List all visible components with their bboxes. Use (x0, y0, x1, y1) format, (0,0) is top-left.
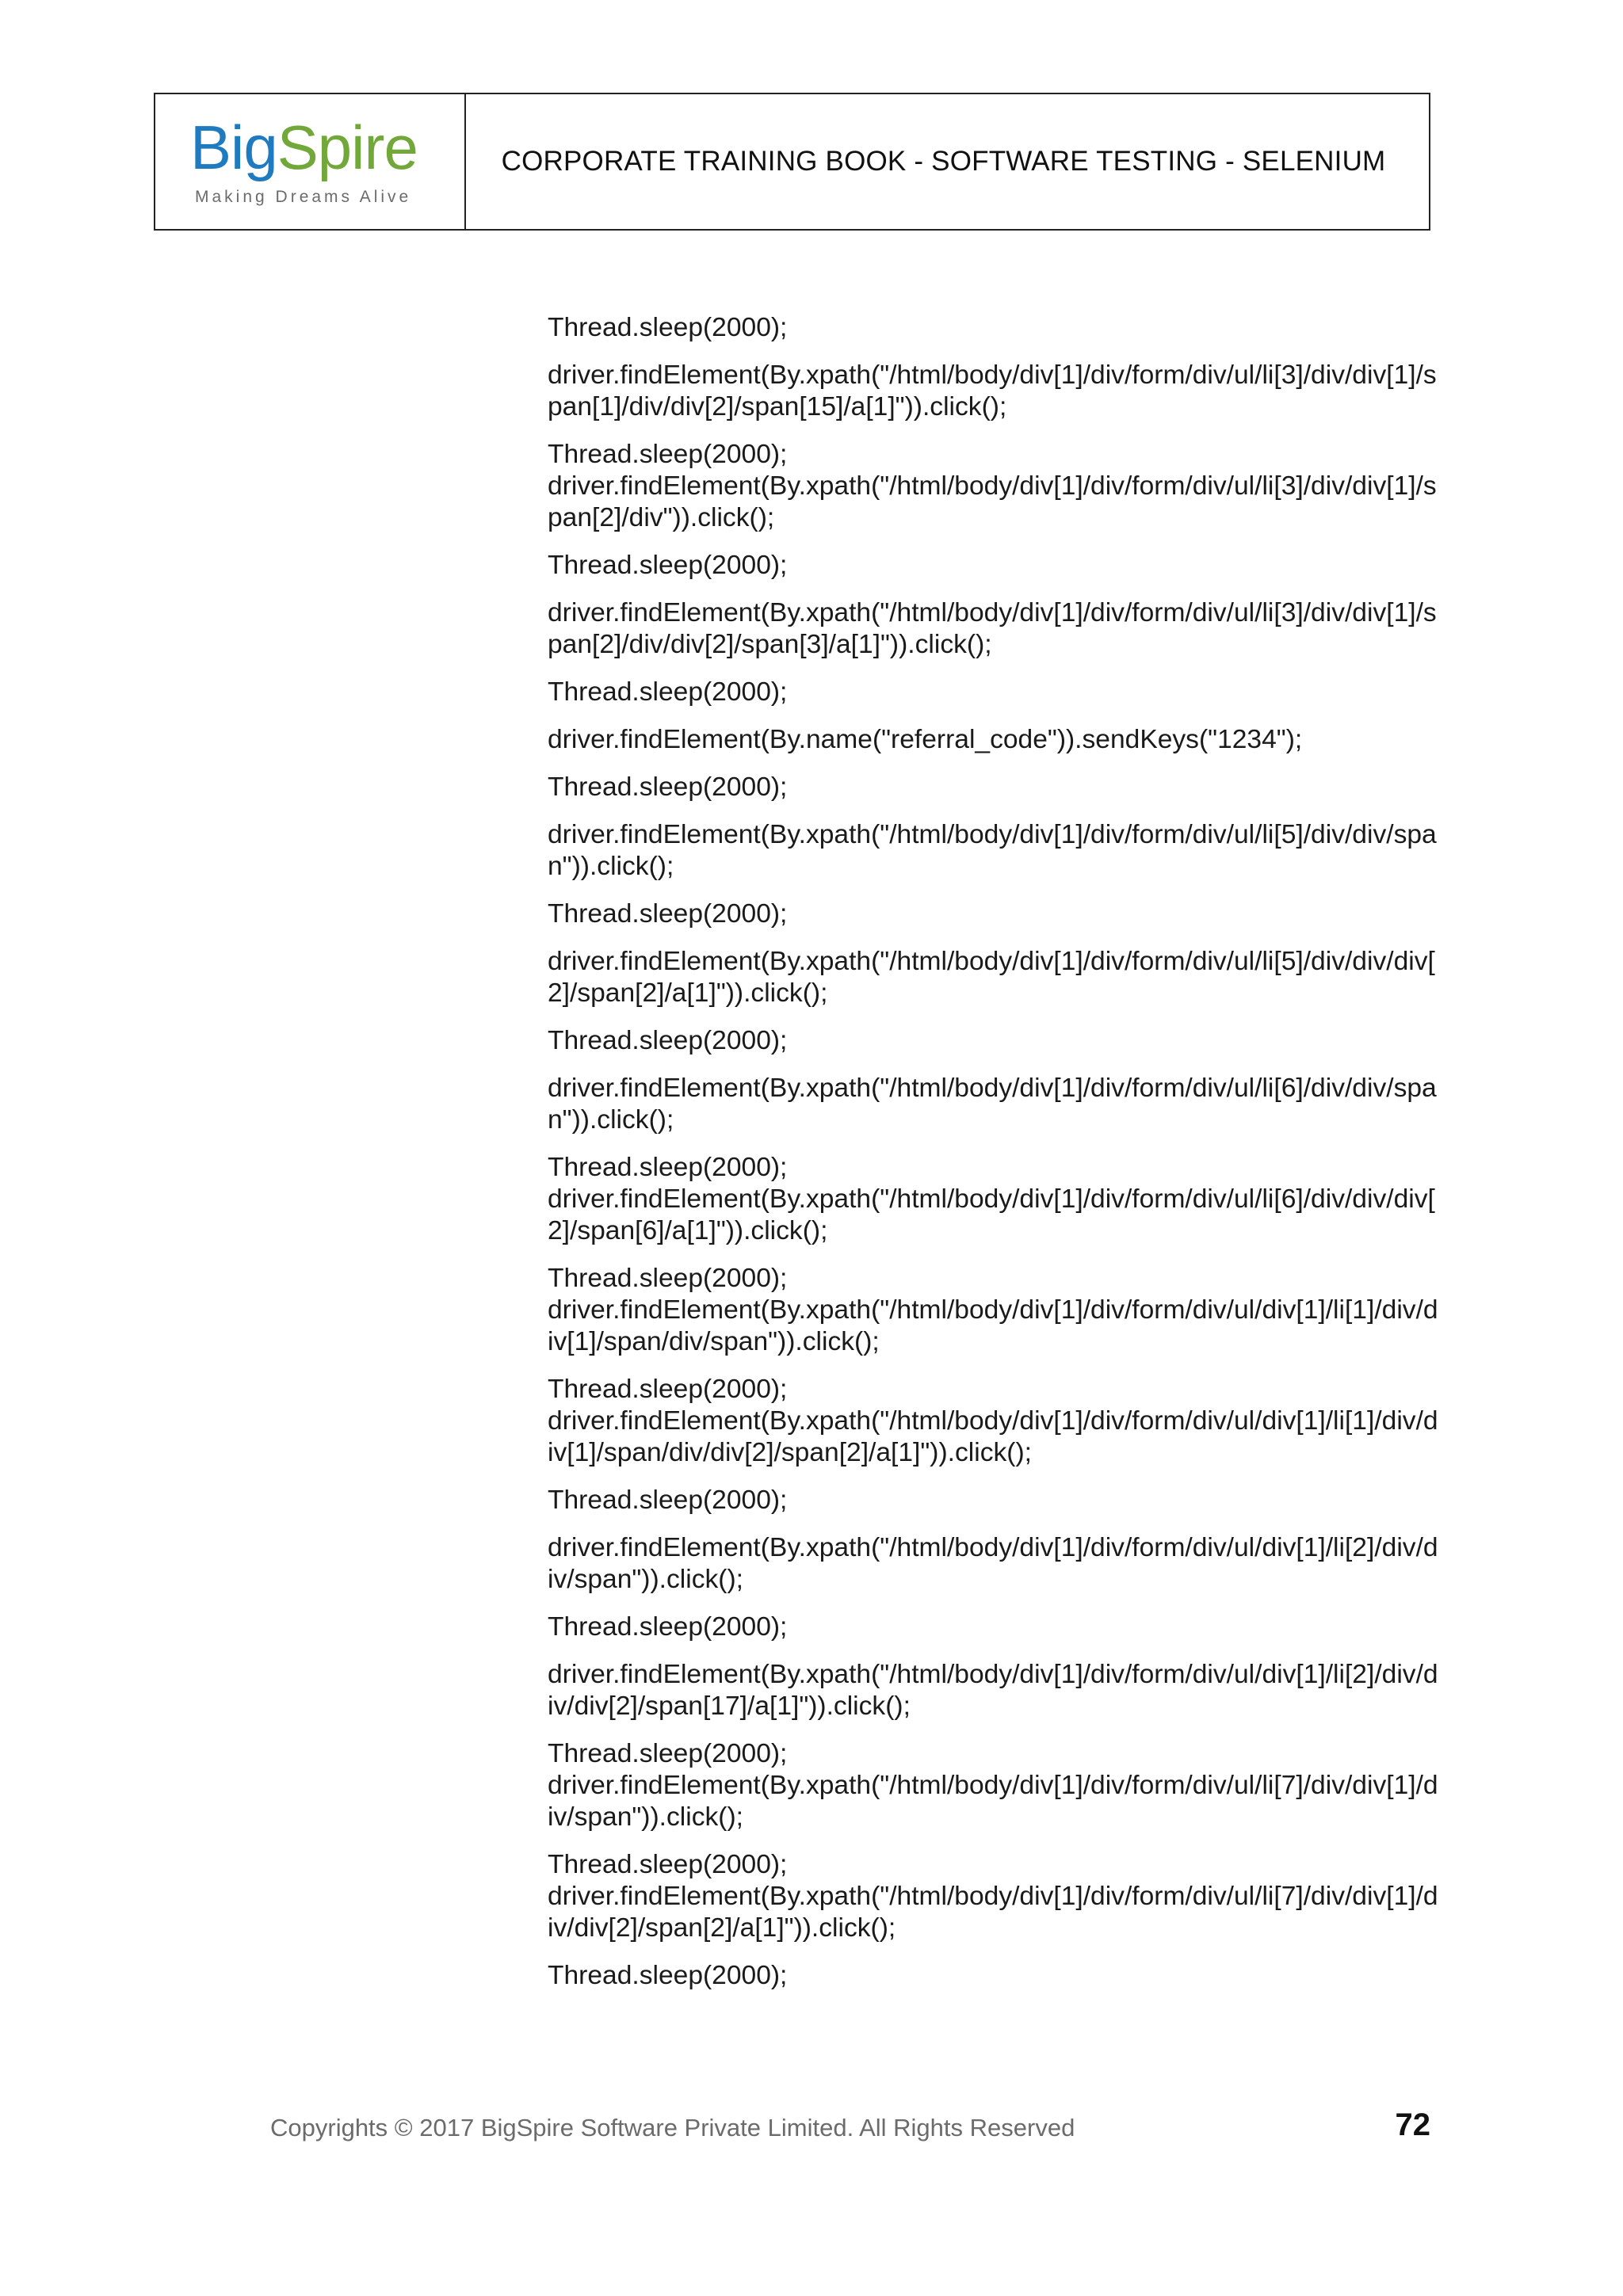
logo-word-big: Big (190, 113, 277, 182)
page-number: 72 (1395, 2107, 1430, 2142)
code-paragraph: driver.findElement(By.xpath("/html/body/div[1]/div/form/div/ul/li[6]/div/div/spa n")).click(); (548, 1074, 1437, 1135)
code-paragraph: Thread.sleep(2000); driver.findElement(By.xpath("/html/body/div[1]/div/form/div/ul/li[6]/div/div/div[ 2]/span[6]/a[1]")).click(); (548, 1153, 1435, 1245)
code-paragraph: driver.findElement(By.name("referral_code")).sendKeys("1234"); (548, 725, 1303, 754)
code-paragraph: Thread.sleep(2000); (548, 1961, 788, 1990)
code-paragraph: driver.findElement(By.xpath("/html/body/div[1]/div/form/div/ul/li[5]/div/div/spa n")).click(); (548, 820, 1437, 881)
logo-tagline: Making Dreams Alive (195, 188, 412, 206)
code-paragraph: Thread.sleep(2000); driver.findElement(By.xpath("/html/body/div[1]/div/form/div/ul/li[3]/div/div[1]/s pan[2]/div")).click(); (548, 440, 1437, 532)
page-header (154, 93, 1430, 231)
document-title: CORPORATE TRAINING BOOK - SOFTWARE TESTING - SELENIUM (501, 146, 1386, 177)
code-paragraph: Thread.sleep(2000); (548, 1026, 788, 1055)
code-listing (548, 312, 1467, 1992)
code-paragraph: Thread.sleep(2000); driver.findElement(By.xpath("/html/body/div[1]/div/form/div/ul/div[1]/li[1]/div/d iv[1]/span/div/div[2]/span[2]/a[1]")).click(); (548, 1375, 1438, 1467)
code-paragraph: Thread.sleep(2000); (548, 551, 788, 580)
code-paragraph: driver.findElement(By.xpath("/html/body/div[1]/div/form/div/ul/div[1]/li[2]/div/d iv/span")).click(); (548, 1533, 1438, 1594)
code-paragraph: Thread.sleep(2000); driver.findElement(By.xpath("/html/body/div[1]/div/form/div/ul/li[7]/div/div[1]/d iv/span")).click(); (548, 1739, 1438, 1832)
code-paragraph: Thread.sleep(2000); driver.findElement(By.xpath("/html/body/div[1]/div/form/div/ul/div[1]/li[1]/div/d iv[1]/span/div/span")).click(); (548, 1264, 1438, 1356)
code-paragraph: driver.findElement(By.xpath("/html/body/div[1]/div/form/div/ul/div[1]/li[2]/div/d iv/div[2]/span[17]/a[1]")).click(); (548, 1660, 1438, 1721)
code-paragraph: Thread.sleep(2000); (548, 1486, 788, 1515)
code-paragraph: driver.findElement(By.xpath("/html/body/div[1]/div/form/div/ul/li[3]/div/div[1]/s pan[1]/div/div[2]/span[15]/a[1]")).click(); (548, 360, 1437, 421)
code-paragraph: Thread.sleep(2000); (548, 313, 788, 342)
code-paragraph: Thread.sleep(2000); (548, 899, 788, 929)
footer-copyright: Copyrights © 2017 BigSpire Software Private Limited. All Rights Reserved (270, 2114, 1075, 2142)
code-paragraph: driver.findElement(By.xpath("/html/body/div[1]/div/form/div/ul/li[3]/div/div[1]/s pan[2]/div/div[2]/span[3]/a[1]")).click(); (548, 598, 1437, 659)
code-paragraph: Thread.sleep(2000); (548, 772, 788, 802)
logo-word-spire: Spire (277, 113, 418, 182)
code-paragraph: driver.findElement(By.xpath("/html/body/div[1]/div/form/div/ul/li[5]/div/div/div[ 2]/span[2]/a[1]")).click(); (548, 947, 1435, 1008)
code-paragraph: Thread.sleep(2000); (548, 1612, 788, 1642)
logo-wordmark (190, 113, 418, 182)
logo (155, 94, 466, 229)
code-paragraph: Thread.sleep(2000); driver.findElement(By.xpath("/html/body/div[1]/div/form/div/ul/li[7]/div/div[1]/d iv/div[2]/span[2]/a[1]")).click(); (548, 1850, 1438, 1943)
code-paragraph: Thread.sleep(2000); (548, 677, 788, 707)
